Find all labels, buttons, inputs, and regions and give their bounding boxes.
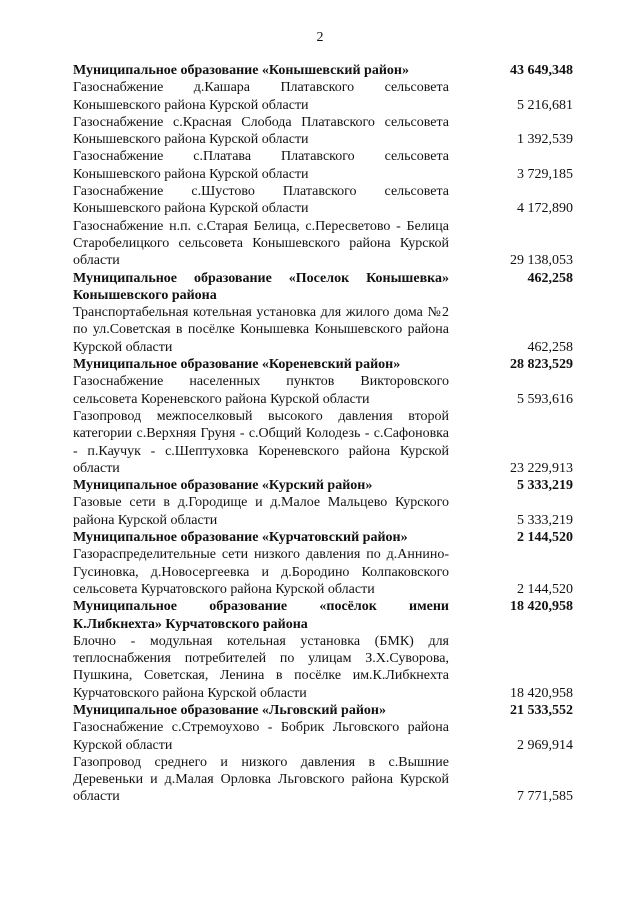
- municipality-title: Муниципальное образование «Льговский район»: [73, 702, 386, 718]
- project-row: [73, 633, 573, 702]
- municipality-total: 21 533,552: [510, 702, 573, 718]
- municipality-row: [73, 356, 573, 373]
- project-row: [73, 114, 573, 149]
- project-amount: 2 144,520: [517, 581, 573, 597]
- project-description: Газоснабжение с.Стремоухово - Бобрик Льговского района Курской области: [73, 720, 449, 753]
- municipality-title: Муниципальное образование «посёлок имени К.Либкнехта» Курчатовского района: [73, 599, 449, 632]
- project-amount: 3 729,185: [517, 166, 573, 182]
- project-row: [73, 546, 573, 598]
- municipality-row: [73, 529, 573, 546]
- project-description: Блочно - модульная котельная установка (БМК) для теплоснабжения потребителей по улицам З.Х.Суворова, Пушкина, Советская, Ленина в посёлке им.К.Либкнехта Курчатовского района Курской области: [73, 633, 449, 701]
- project-amount: 4 172,890: [517, 201, 573, 217]
- project-row: [73, 754, 573, 806]
- project-description: Газоснабжение с.Шустово Платавского сельсовета Конышевского района Курской области: [73, 184, 449, 217]
- project-description: Газопровод среднего и низкого давления в с.Вышние Деревеньки и д.Малая Орловка Льговского района Курской области: [73, 754, 449, 805]
- project-amount: 18 420,958: [510, 685, 573, 701]
- project-description: Транспортабельная котельная установка для жилого дома №2 по ул.Советская в посёлке Конышевка Конышевского района Курской области: [73, 305, 449, 355]
- page-number: 2: [316, 30, 324, 45]
- project-row: [73, 304, 573, 356]
- project-description: Газоснабжение с.Платава Платавского сельсовета Конышевского района Курской области: [73, 149, 449, 182]
- project-amount: 5 216,681: [517, 97, 573, 113]
- project-amount: 7 771,585: [517, 789, 573, 805]
- project-row: [73, 183, 573, 218]
- municipality-row: [73, 598, 573, 633]
- municipality-title: Муниципальное образование «Курский район»: [73, 478, 373, 494]
- project-row: [73, 719, 573, 754]
- municipality-total: 18 420,958: [510, 599, 573, 615]
- project-row: [73, 408, 573, 477]
- project-row: [73, 373, 573, 408]
- project-row: [73, 218, 573, 270]
- municipality-total: 2 144,520: [517, 530, 573, 546]
- project-amount: 2 969,914: [517, 737, 573, 753]
- municipality-title: Муниципальное образование «Конышевский район»: [73, 63, 409, 78]
- project-amount: 23 229,913: [510, 460, 573, 476]
- project-description: Газоснабжение д.Кашара Платавского сельсовета Конышевского района Курской области: [73, 80, 449, 113]
- municipality-row: [73, 270, 573, 305]
- project-amount: 5 593,616: [517, 391, 573, 407]
- municipality-total: 5 333,219: [517, 478, 573, 494]
- project-description: Газоснабжение н.п. с.Старая Белица, с.Пересветово - Белица Старобелицкого сельсовета Конышевского района Курской области: [73, 218, 449, 269]
- project-amount: 29 138,053: [510, 253, 573, 269]
- municipality-row: [73, 62, 573, 79]
- municipality-title: Муниципальное образование «Поселок Конышевка» Конышевского района: [73, 270, 449, 303]
- project-description: Газораспределительные сети низкого давления по д.Аннино-Гусиновка, д.Новосергеевка и д.Бородино Колпаковского сельсовета Курчатовского района Курской области: [73, 547, 449, 597]
- municipality-total: 462,258: [527, 270, 573, 286]
- municipality-row: [73, 702, 573, 719]
- project-description: Газоснабжение населенных пунктов Викторовского сельсовета Кореневского района Курской области: [73, 374, 449, 407]
- project-amount: 1 392,539: [517, 132, 573, 148]
- municipality-title: Муниципальное образование «Курчатовский район»: [73, 530, 408, 546]
- budget-table: [73, 62, 573, 806]
- municipality-title: Муниципальное образование «Кореневский район»: [73, 357, 401, 373]
- project-row: [73, 148, 573, 183]
- project-amount: 462,258: [527, 339, 573, 355]
- municipality-total: 28 823,529: [510, 357, 573, 373]
- municipality-total: 43 649,348: [510, 63, 573, 78]
- project-amount: 5 333,219: [517, 512, 573, 528]
- project-row: [73, 494, 573, 529]
- project-row: [73, 79, 573, 114]
- municipality-row: [73, 477, 573, 494]
- project-description: Газоснабжение с.Красная Слобода Платавского сельсовета Конышевского района Курской области: [73, 114, 449, 148]
- project-description: Газопровод межпоселковый высокого давления второй категории с.Верхняя Груня - с.Общий Колодезь - с.Сафоновка - п.Каучук - с.Шептуховка Кореневского района Курской области: [73, 408, 449, 476]
- project-description: Газовые сети в д.Городище и д.Малое Мальцево Курского района Курской области: [73, 495, 449, 528]
